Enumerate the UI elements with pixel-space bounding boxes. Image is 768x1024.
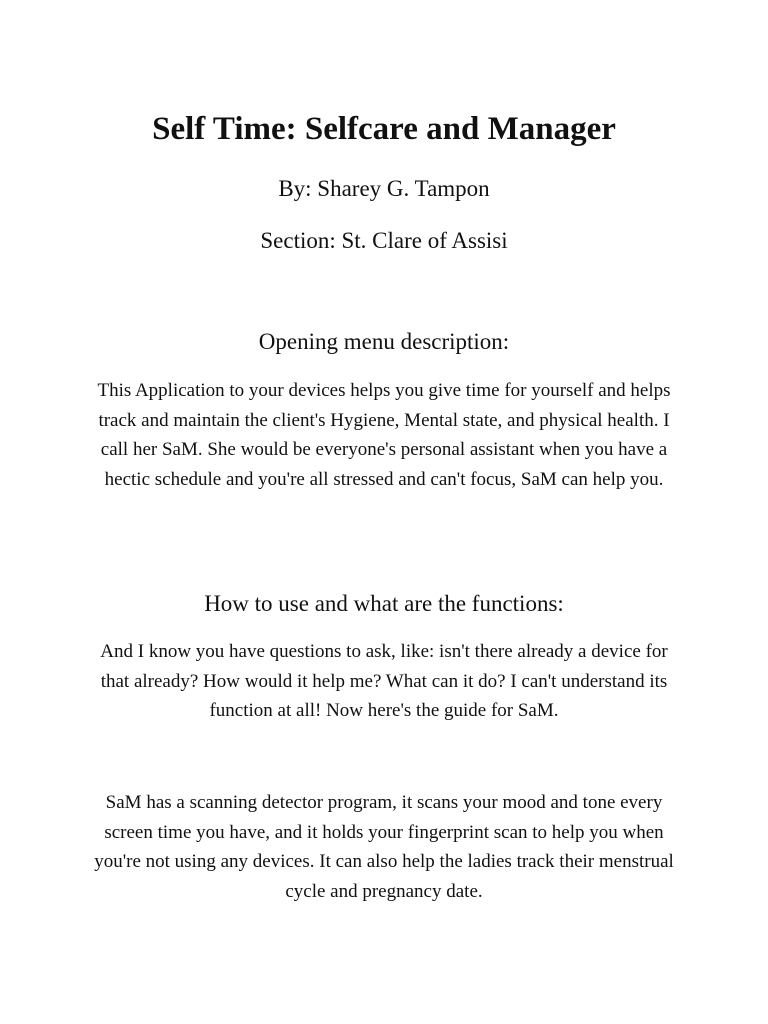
section-heading-how-to-use: How to use and what are the functions: [204, 591, 564, 616]
paragraph-opening-description: This Application to your devices helps you give time for yourself and helps track and maintain the client's Hygiene, Mental state, and physical health. I call her SaM. She would be everyone's personal assistant when you have a hectic schedule and you're all stressed and can't focus, SaM can help you. [97, 380, 671, 490]
paragraph-sam-functions: SaM has a scanning detector program, it scans your mood and tone every screen time you have, and it holds your fingerprint scan to help you when you're not using any devices. It can also help the ladies track their menstrual cycle and pregnancy date. [94, 792, 674, 902]
paragraph-questions: And I know you have questions to ask, like: isn't there already a device for that already? How would it help me? What can it do? I can't understand its function at all! Now here's the guide for SaM. [100, 641, 668, 722]
section-heading-opening-menu: Opening menu description: [258, 329, 510, 354]
author-line: By: Sharey G. Tampon [278, 176, 490, 201]
document-title: Self Time: Selfcare and Manager [152, 111, 616, 147]
section-line: Section: St. Clare of Assisi [260, 228, 508, 253]
